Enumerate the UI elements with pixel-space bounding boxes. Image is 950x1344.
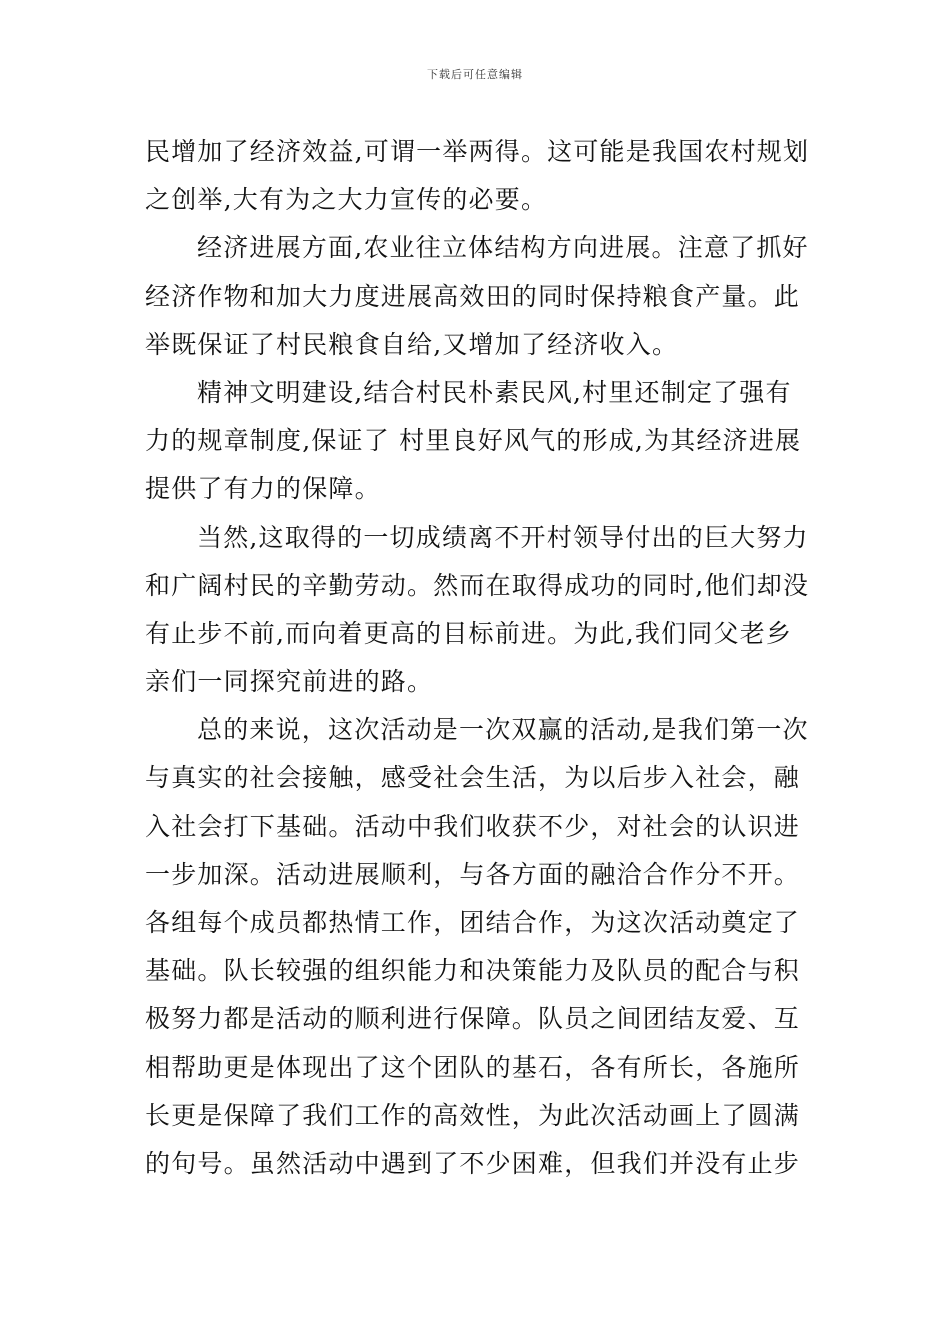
paragraph-4-line-2: 和广阔村民的辛勤劳动。然而在取得成功的同时,他们却没 [145,570,810,600]
paragraph-5-line-3: 入社会打下基础。活动中我们收获不少，对社会的认识进 [145,811,801,841]
paragraph-2-line-3: 举既保证了村民粮食自给,又增加了经济收入。 [145,329,679,359]
paragraph-1-line-1: 民增加了经济效益,可谓一举两得。这可能是我国农村规划 [145,137,810,166]
paragraph-1-line-2: 之创举,大有为之大力宣传的必要。 [145,185,548,215]
paragraph-4-line-4: 亲们一同探究前进的路。 [145,667,434,697]
paragraph-5-line-6: 基础。队长较强的组织能力和决策能力及队员的配合与积 [145,956,801,986]
paragraph-5-line-8: 相帮助更是体现出了这个团队的基石，各有所长，各施所 [145,1052,801,1082]
paragraph-5-line-5: 各组每个成员都热情工作，团结合作，为这次活动奠定了 [145,908,801,937]
page-header: 下载后可任意编辑 [427,68,523,81]
paragraph-5-line-2: 与真实的社会接触，感受社会生活，为以后步入社会，融 [145,763,801,793]
paragraph-2-line-1: 经济进展方面,农业往立体结构方向进展。注意了抓好 [197,233,809,263]
paragraph-2-line-2: 经济作物和加大力度进展高效田的同时保持粮食产量。此 [145,281,801,311]
paragraph-3-line-3: 提供了有力的保障。 [145,474,381,504]
paragraph-5-line-10: 的句号。虽然活动中遇到了不少困难，但我们并没有止步 [145,1148,801,1178]
paragraph-4-line-3: 有止步不前,而向着更高的目标前进。为此,我们同父老乡 [145,618,793,648]
paragraph-4-line-1: 当然,这取得的一切成绩离不开村领导付出的巨大努力 [197,522,809,552]
paragraph-5-line-7: 极努力都是活动的顺利进行保障。队员之间团结友爱、互 [145,1004,801,1034]
paragraph-5-line-1: 总的来说，这次活动是一次双赢的活动,是我们第一次 [197,715,809,745]
paragraph-5-line-9: 长更是保障了我们工作的高效性，为此次活动画上了圆满 [145,1100,801,1130]
document-body [145,128,809,1188]
paragraph-3-line-2: 力的规章制度,保证了 村里良好风气的形成,为其经济进展 [145,426,802,456]
paragraph-5-line-4: 一步加深。活动进展顺利，与各方面的融洽合作分不开。 [145,859,801,889]
paragraph-3-line-1: 精神文明建设,结合村民朴素民风,村里还制定了强有 [197,377,792,407]
